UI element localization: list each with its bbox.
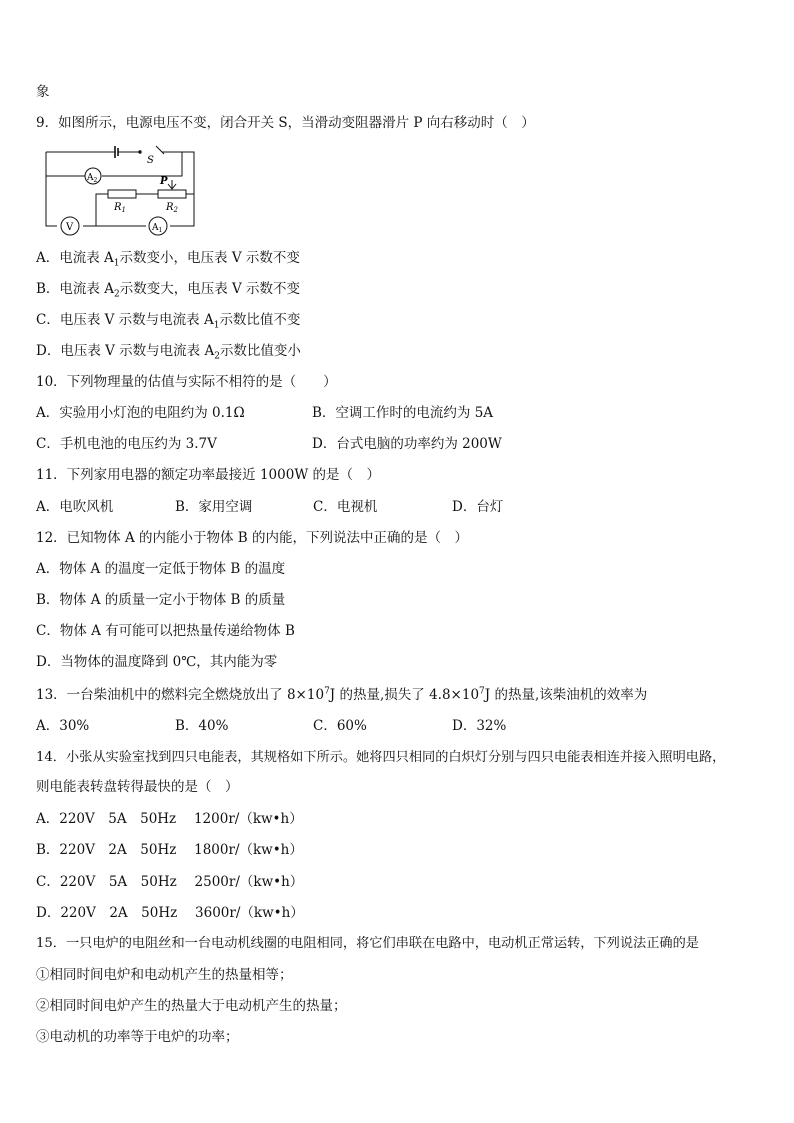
top-fragment: 象: [36, 84, 50, 100]
q11-stem: 11．下列家用电器的额定功率最接近 1000W 的是（ ）: [36, 467, 380, 483]
q14-option-a: A．220V 5A 50Hz 1200r/（kw•h）: [36, 811, 303, 827]
a2-label: A: [87, 173, 94, 183]
q13-option-a: A．30%: [36, 718, 90, 734]
a1-label: A: [152, 223, 159, 233]
q15-item-3: ③电动机的功率等于电炉的功率；: [36, 1029, 239, 1045]
q10-option-c: C．手机电池的电压约为 3.7V: [36, 436, 217, 452]
q14-option-b: B．220V 2A 50Hz 1800r/（kw•h）: [36, 842, 303, 858]
q12-option-b: B．物体 A 的质量一定小于物体 B 的质量: [36, 592, 286, 608]
a2-sub: 2: [93, 177, 98, 184]
q12-option-a: A．物体 A 的温度一定低于物体 B 的温度: [36, 561, 286, 577]
v-label: V: [66, 222, 74, 233]
q14-stem-line2: 则电能表转盘转得最快的是（ ）: [36, 779, 239, 795]
q9-option-c: C．电压表 V 示数与电流表 $A_1$示数比值不变: [36, 312, 301, 331]
q9-option-b: B．电流表 $A_2$示数变大，电压表 V 示数不变: [36, 281, 301, 300]
svg-text:A1: [151, 223, 162, 234]
svg-text:R1: [113, 202, 126, 214]
q14-stem-line1: 14．小张从实验室找到四只电能表，其规格如下所示。她将四只相同的白炽灯分别与四只电能表相连并接入照明电路，: [36, 750, 726, 765]
q9-circuit-diagram: [40, 146, 200, 234]
q10-option-d: D．台式电脑的功率约为 200W: [312, 436, 502, 452]
q14-option-d: D．220V 2A 50Hz 3600r/（kw•h）: [36, 905, 304, 921]
q12-option-d: D．当物体的温度降到 0℃，其内能为零: [36, 654, 278, 670]
q11-option-a: A．电吹风机: [36, 499, 114, 515]
q10-option-b: B．空调工作时的电流约为 5A: [312, 405, 494, 421]
q13-stem: 13．一台柴油机中的燃料完全燃烧放出了 $8\times 10^7J$ 的热量,损失了 $4.8\times 10^7J$ 的热量,该柴油机的效率为: [36, 686, 648, 703]
q14-option-c: C．220V 5A 50Hz 2500r/（kw•h）: [36, 874, 304, 890]
q12-option-c: C．物体 A 有可能可以把热量传递给物体 B: [36, 623, 295, 639]
q9-stem: 9．如图所示，电源电压不变，闭合开关 S，当滑动变阻器滑片 P 向右移动时（ ）: [36, 115, 535, 131]
q15-item-2: ②相同时间电炉产生的热量大于电动机产生的热量；: [36, 998, 347, 1014]
slider-label: P: [160, 176, 168, 187]
switch-label: S: [147, 155, 154, 166]
q13-option-d: D．32%: [452, 718, 507, 734]
r2-sub: 2: [173, 206, 178, 214]
q11-option-b: B．家用空调: [175, 499, 253, 515]
a1-sub: 1: [158, 227, 163, 234]
q10-option-a: A．实验用小灯泡的电阻约为 0.1Ω: [36, 405, 245, 421]
q11-option-d: D．台灯: [452, 499, 504, 515]
r1-sub: 1: [121, 206, 126, 214]
r1-label: R: [114, 202, 122, 213]
q11-option-c: C．电视机: [313, 499, 378, 515]
svg-text:R2: [165, 202, 179, 214]
q10-stem: 10．下列物理量的估值与实际不相符的是（ ）: [36, 374, 337, 390]
q15-stem: 15．一只电炉的电阻丝和一台电动机线圈的电阻相同，将它们串联在电路中，电动机正常运转，下列说法正确的是: [36, 936, 699, 951]
q13-option-b: B．40%: [175, 718, 229, 734]
q9-option-d: D．电压表 V 示数与电流表 $A_2$示数比值变小: [36, 343, 301, 362]
svg-text:A2: [86, 173, 98, 184]
q13-option-c: C．60%: [313, 718, 367, 734]
q15-item-1: ①相同时间电炉和电动机产生的热量相等；: [36, 967, 293, 983]
q12-stem: 12．已知物体 A 的内能小于物体 B 的内能，下列说法中正确的是（ ）: [36, 530, 469, 546]
q9-option-a: A．电流表 $A_1$示数变小，电压表 V 示数不变: [36, 250, 300, 269]
r2-label: R: [166, 202, 174, 213]
